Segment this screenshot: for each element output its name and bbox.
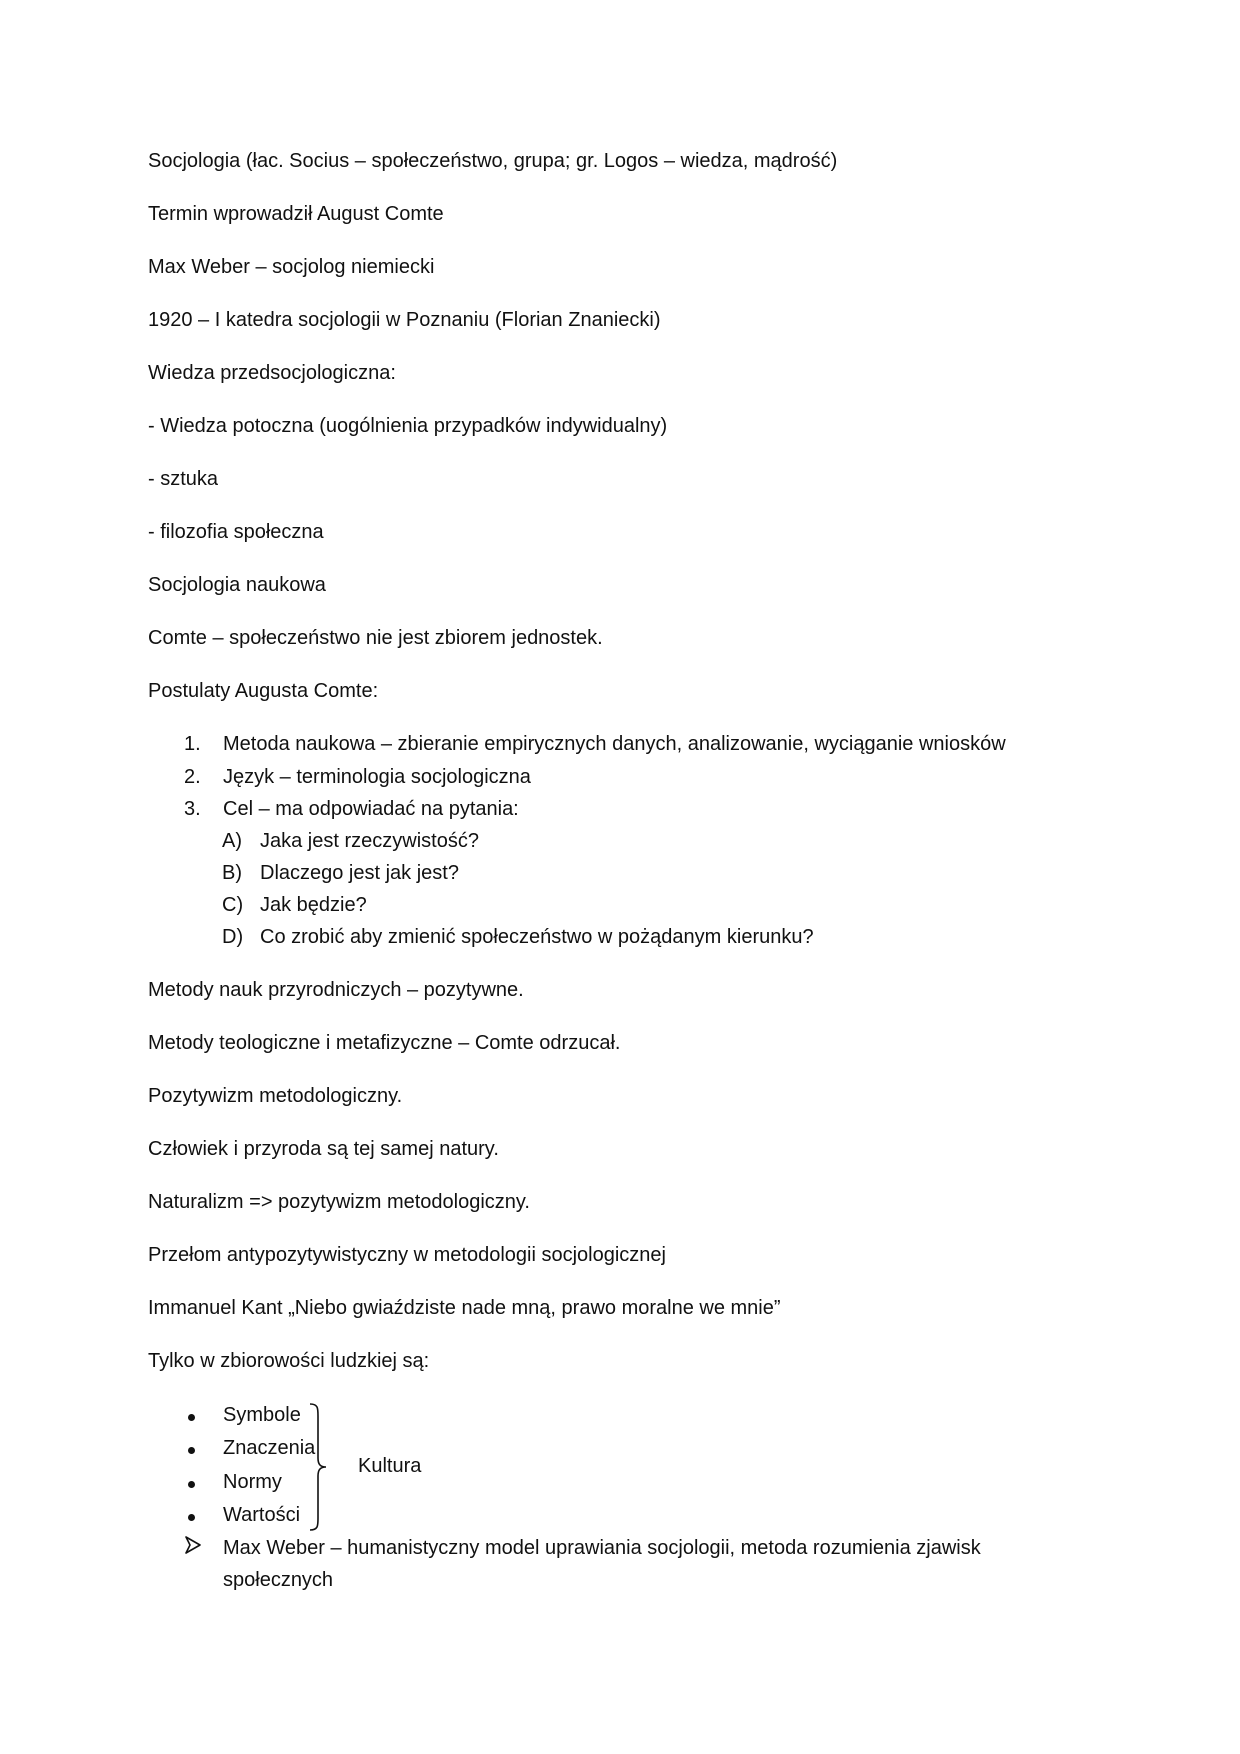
paragraph-social-philosophy: - filozofia społeczna bbox=[148, 521, 324, 543]
list-item-text: Metoda naukowa – zbieranie empirycznych danych, analizowanie, wyciąganie wniosków bbox=[223, 733, 1006, 755]
bullet-icon bbox=[188, 1514, 195, 1521]
bullet-item-text: Wartości bbox=[223, 1504, 301, 1526]
sublist-item-text: Co zrobić aby zmienić społeczeństwo w pożądanym kierunku? bbox=[260, 926, 814, 948]
paragraph-common-knowledge: - Wiedza potoczna (uogólnienia przypadków indywidualny) bbox=[148, 415, 668, 437]
arrow-item-text-line2: społecznych bbox=[223, 1569, 334, 1591]
list-item-text: Język – terminologia socjologiczna bbox=[223, 766, 531, 788]
sublist-item-marker: B) bbox=[222, 862, 242, 884]
paragraph-art: - sztuka bbox=[148, 468, 219, 490]
paragraph-kant-quote: Immanuel Kant „Niebo gwiaździste nade mną, prawo moralne we mnie” bbox=[148, 1297, 781, 1319]
sublist-item-text: Jaka jest rzeczywistość? bbox=[260, 830, 479, 852]
paragraph-natural-science-methods: Metody nauk przyrodniczych – pozytywne. bbox=[148, 979, 524, 1001]
bullet-item-text: Znaczenia bbox=[223, 1437, 316, 1459]
brace-label-culture: Kultura bbox=[358, 1455, 422, 1477]
bullet-icon bbox=[188, 1414, 195, 1421]
paragraph-max-weber: Max Weber – socjolog niemiecki bbox=[148, 256, 435, 278]
bullet-icon bbox=[188, 1447, 195, 1454]
paragraph-comte-society: Comte – społeczeństwo nie jest zbiorem jednostek. bbox=[148, 627, 603, 649]
sublist-item-marker: D) bbox=[222, 926, 244, 948]
paragraph-theological-methods: Metody teologiczne i metafizyczne – Comte odrzucał. bbox=[148, 1032, 621, 1054]
paragraph-scientific-sociology: Socjologia naukowa bbox=[148, 574, 326, 596]
sublist-item-marker: A) bbox=[222, 830, 242, 852]
paragraph-term-author: Termin wprowadził August Comte bbox=[148, 203, 444, 225]
paragraph-methodological-positivism: Pozytywizm metodologiczny. bbox=[148, 1085, 403, 1107]
curly-brace-icon bbox=[306, 1402, 330, 1532]
paragraph-etymology: Socjologia (łac. Socius – społeczeństwo, grupa; gr. Logos – wiedza, mądrość) bbox=[148, 150, 838, 172]
paragraph-1920-chair: 1920 – I katedra socjologii w Poznaniu (Florian Znaniecki) bbox=[148, 309, 661, 331]
list-item-marker: 1. bbox=[184, 733, 201, 755]
paragraph-human-nature: Człowiek i przyroda są tej samej natury. bbox=[148, 1138, 499, 1160]
sublist-item-text: Dlaczego jest jak jest? bbox=[260, 862, 459, 884]
list-item-marker: 3. bbox=[184, 798, 201, 820]
arrow-item-text-line1: Max Weber – humanistyczny model uprawiania socjologii, metoda rozumienia zjawisk bbox=[223, 1537, 981, 1559]
bullet-icon bbox=[188, 1481, 195, 1488]
list-item-text: Cel – ma odpowiadać na pytania: bbox=[223, 798, 519, 820]
sublist-item-text: Jak będzie? bbox=[260, 894, 367, 916]
paragraph-presociological-knowledge: Wiedza przedsocjologiczna: bbox=[148, 362, 396, 384]
paragraph-naturalism: Naturalizm => pozytywizm metodologiczny. bbox=[148, 1191, 530, 1213]
bullet-item-text: Symbole bbox=[223, 1404, 301, 1426]
arrow-bullet-icon bbox=[184, 1536, 202, 1554]
list-item-marker: 2. bbox=[184, 766, 201, 788]
bullet-item-text: Normy bbox=[223, 1471, 282, 1493]
paragraph-antipositivist-turn: Przełom antypozytywistyczny w metodologii socjologicznej bbox=[148, 1244, 666, 1266]
paragraph-comte-postulates: Postulaty Augusta Comte: bbox=[148, 680, 379, 702]
sublist-item-marker: C) bbox=[222, 894, 244, 916]
paragraph-only-in-collectivity: Tylko w zbiorowości ludzkiej są: bbox=[148, 1350, 430, 1372]
